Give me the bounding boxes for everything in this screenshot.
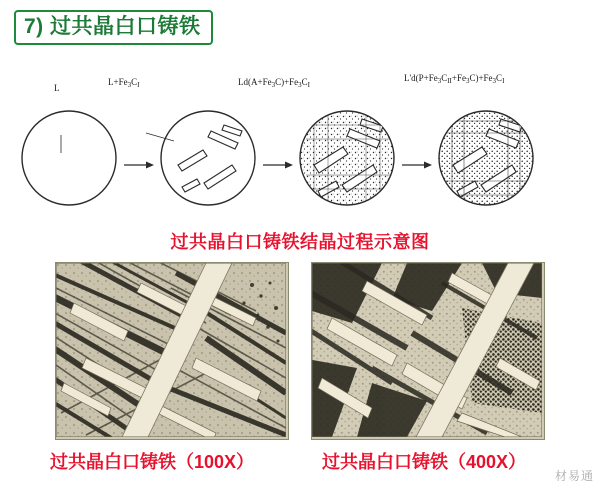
micrograph-400x-image <box>312 263 542 437</box>
watermark: 材易通 <box>554 469 594 483</box>
diagram-label-stage2: $L+Fe_3C_I$ <box>108 77 140 89</box>
title-badge <box>14 10 213 45</box>
schematic-caption: 过共晶白口铸铁结晶过程示意图 <box>170 232 430 252</box>
micrograph-400x-caption: 过共晶白口铸铁（400X） <box>322 452 527 472</box>
micrograph-400x <box>311 262 545 440</box>
crystallization-schematic <box>6 55 594 220</box>
diagram-label-stage4: $L'd(P+Fe_3C_{II}+Fe_3C)+Fe_3C_I$ <box>404 73 505 85</box>
page-title-text: 7) 过共晶白口铸铁 <box>24 15 201 38</box>
micrograph-100x-image <box>56 263 286 437</box>
micrograph-100x <box>55 262 289 440</box>
page-title <box>14 10 213 45</box>
micrograph-100x-caption: 过共晶白口铸铁（100X） <box>50 452 255 472</box>
diagram-label-stage1: L <box>54 83 60 93</box>
diagram-label-stage3: $Ld(A+Fe_3C)+Fe_3C_I$ <box>238 77 311 89</box>
